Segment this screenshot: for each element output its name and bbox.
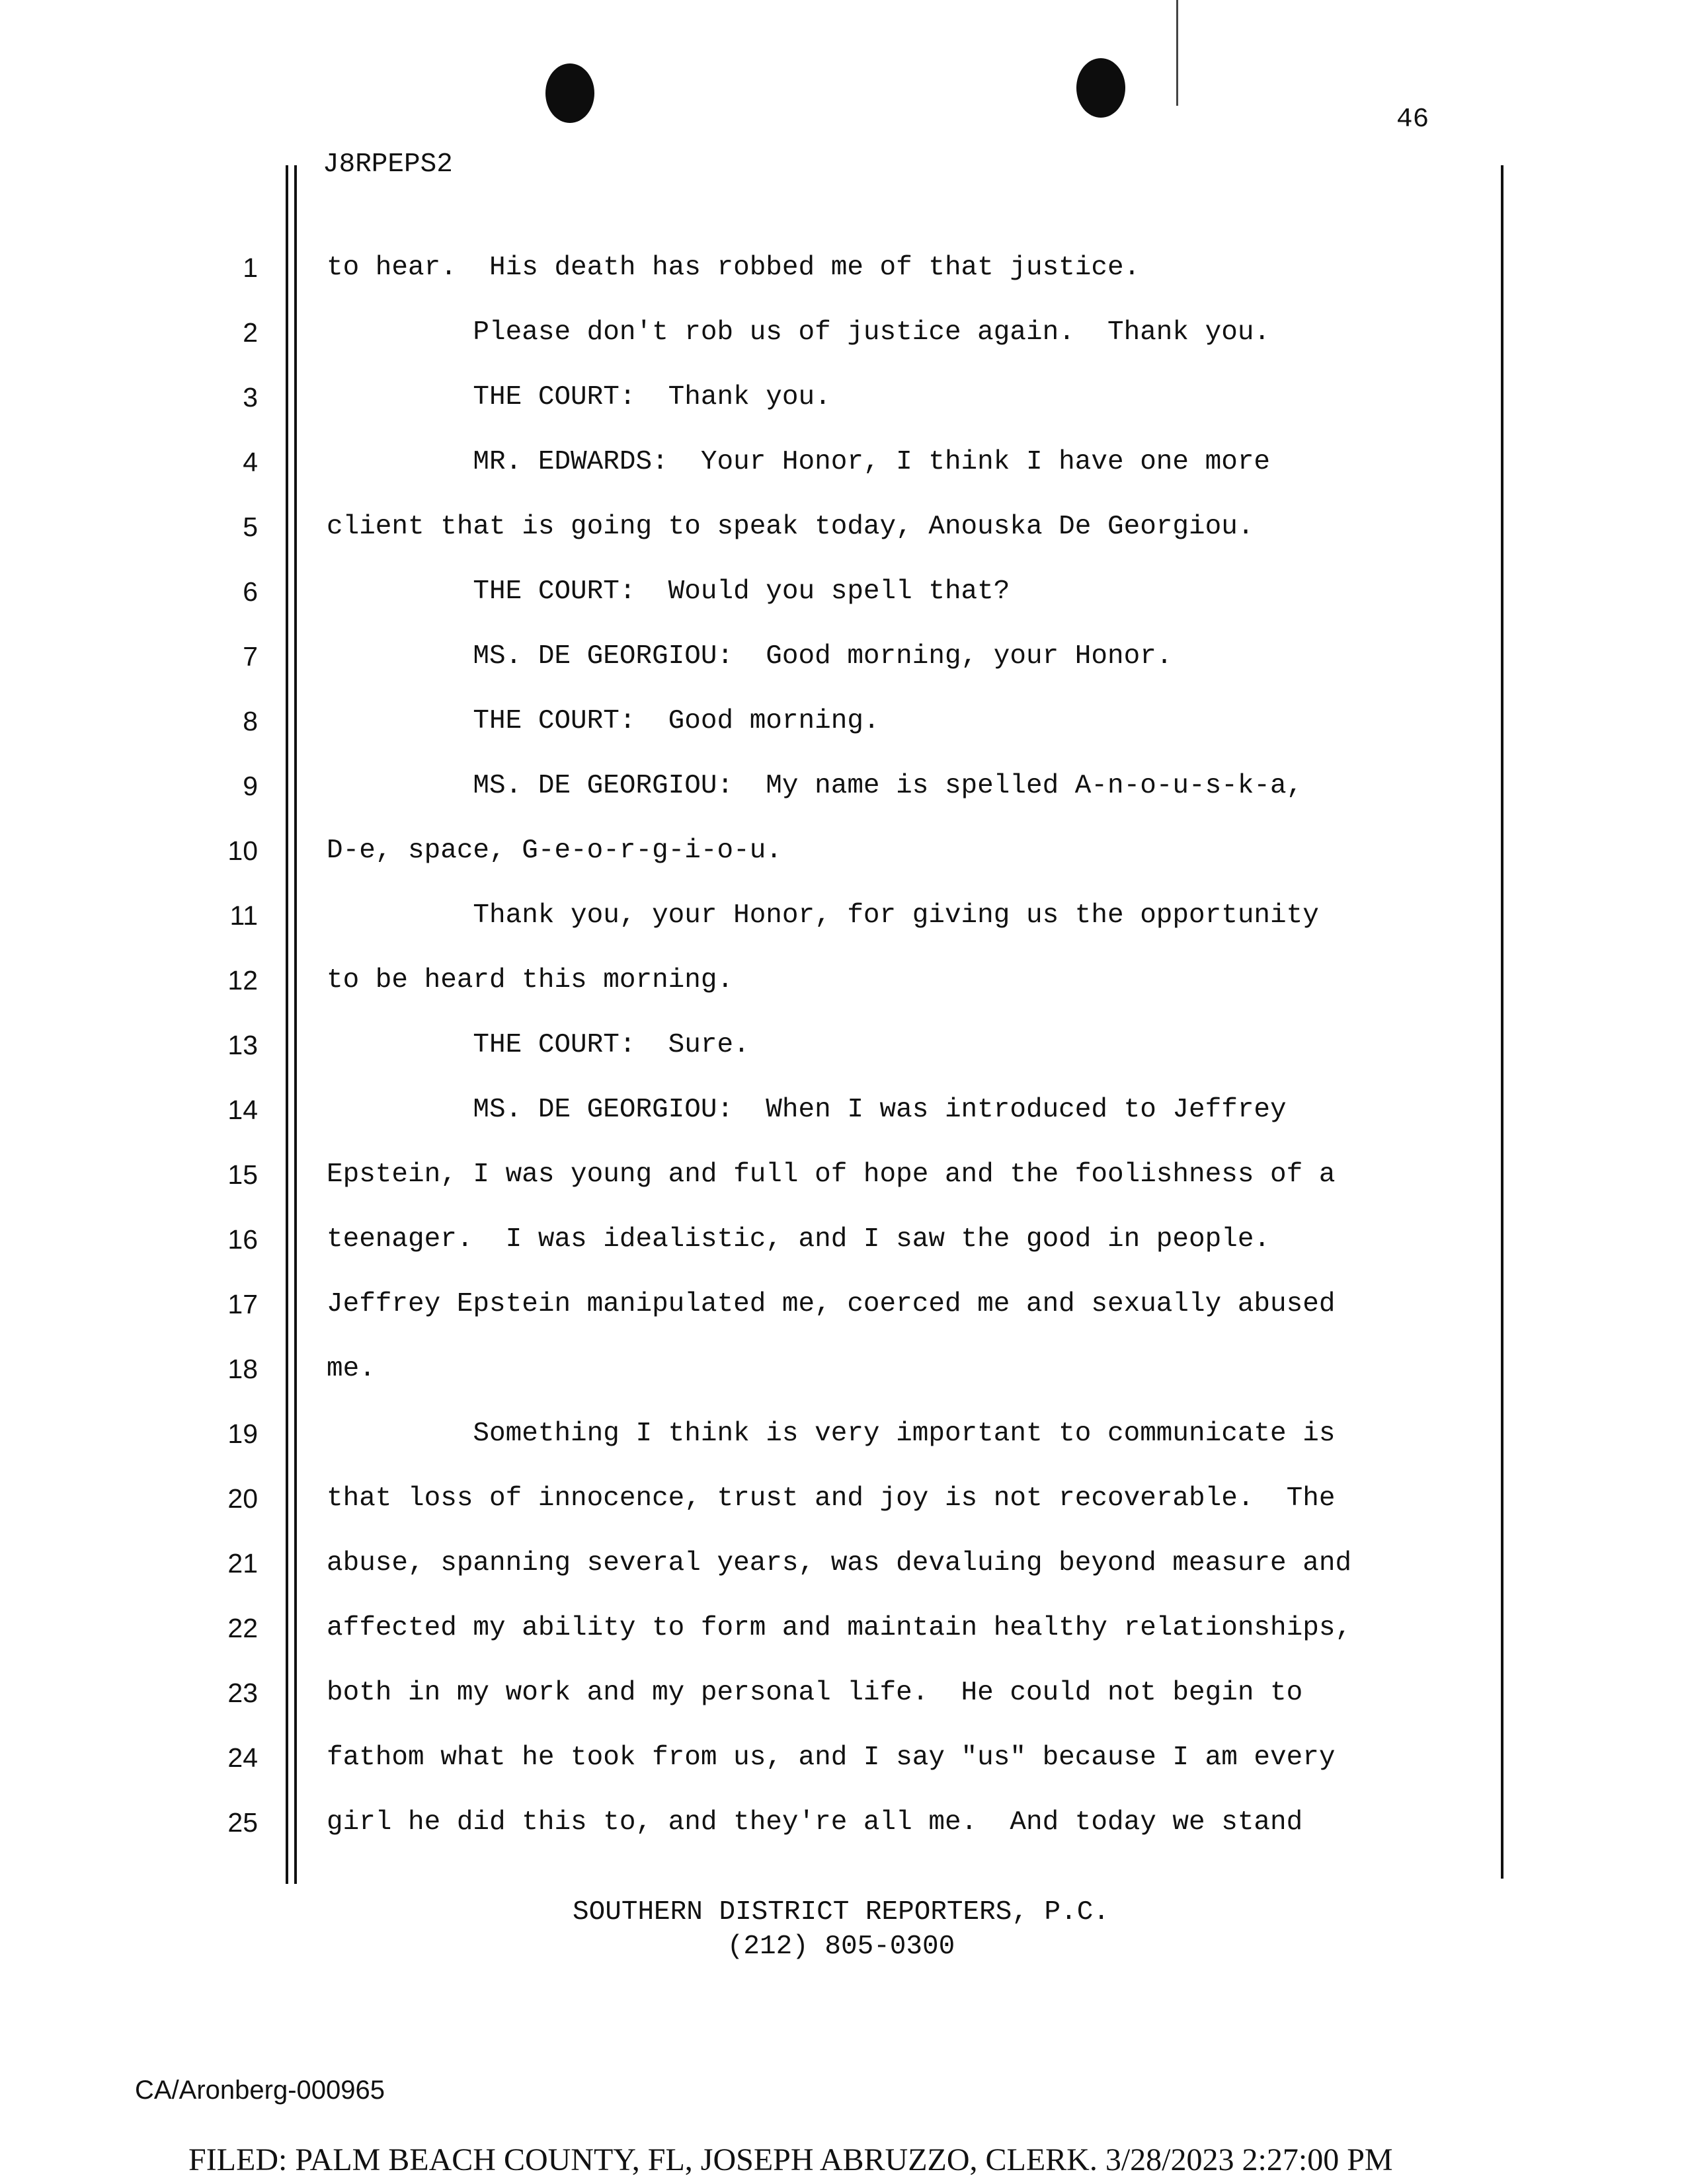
left-margin-rule-inner [294,165,297,1884]
transcript-line: Thank you, your Honor, for giving us the opportunity [327,900,1319,931]
transcript-line: MS. DE GEORGIOU: My name is spelled A-n-o-u-s-k-a, [327,771,1303,801]
transcript-line: Epstein, I was young and full of hope and the foolishness of a [327,1159,1336,1190]
transcript-line: teenager. I was idealistic, and I saw the good in people. [327,1224,1271,1255]
transcript-line: fathom what he took from us, and I say "us" because I am every [327,1742,1336,1773]
scan-mark-line [1176,0,1178,106]
line-number: 16 [227,1224,258,1255]
transcript-line: D-e, space, G-e-o-r-g-i-o-u. [327,836,782,866]
transcript-line: THE COURT: Sure. [327,1030,750,1060]
transcript-line: MR. EDWARDS: Your Honor, I think I have one more [327,447,1271,477]
transcript-line: both in my work and my personal life. He could not begin to [327,1678,1303,1708]
line-number: 10 [227,836,258,866]
transcript-line: THE COURT: Would you spell that? [327,576,1010,607]
line-number: 25 [227,1807,258,1838]
line-number: 5 [243,512,258,542]
transcript-line: MS. DE GEORGIOU: When I was introduced to Jeffrey [327,1095,1287,1125]
filed-stamp: FILED: PALM BEACH COUNTY, FL, JOSEPH ABRUZZO, CLERK. 3/28/2023 2:27:00 PM [188,2142,1393,2177]
transcript-line: abuse, spanning several years, was devaluing beyond measure and [327,1548,1352,1579]
transcript-line: MS. DE GEORGIOU: Good morning, your Honor. [327,641,1173,672]
line-number: 18 [227,1354,258,1384]
line-number: 7 [243,641,258,672]
line-number: 22 [227,1613,258,1643]
line-number: 24 [227,1742,258,1773]
line-number: 2 [243,317,258,348]
transcript-line: THE COURT: Good morning. [327,706,880,736]
punch-hole-left [545,63,594,123]
transcript-line: Please don't rob us of justice again. Thank you. [327,317,1271,348]
left-margin-rule [286,165,288,1884]
transcript-line: to be heard this morning. [327,965,734,995]
transcript-line: Something I think is very important to communicate is [327,1419,1336,1449]
page-number: 46 [1396,104,1429,135]
line-number: 14 [227,1095,258,1125]
line-number: 13 [227,1030,258,1060]
line-number: 3 [243,382,258,412]
line-number: 20 [227,1483,258,1514]
line-number: 4 [243,447,258,477]
transcript-line: me. [327,1354,376,1384]
line-number: 6 [243,576,258,607]
line-number: 11 [229,900,258,931]
line-number: 19 [227,1419,258,1449]
line-number: 23 [227,1678,258,1708]
transcript-line: affected my ability to form and maintain healthy relationships, [327,1613,1352,1643]
line-number: 8 [243,706,258,736]
line-number: 1 [243,253,258,283]
transcript-line: THE COURT: Thank you. [327,382,831,412]
line-number: 12 [227,965,258,995]
transcript-line: girl he did this to, and they're all me. And today we stand [327,1807,1303,1838]
transcript-line: that loss of innocence, trust and joy is not recoverable. The [327,1483,1336,1514]
punch-hole-right [1076,58,1125,118]
reporter-phone: (212) 805-0300 [727,1931,955,1962]
reporter-name: SOUTHERN DISTRICT REPORTERS, P.C. [573,1897,1109,1928]
line-number: 9 [243,771,258,801]
transcript-line: to hear. His death has robbed me of that justice. [327,253,1141,283]
transcript-line: Jeffrey Epstein manipulated me, coerced me and sexually abused [327,1289,1336,1319]
line-number: 21 [227,1548,258,1579]
case-id: J8RPEPS2 [323,149,453,180]
right-margin-rule [1501,165,1503,1879]
line-number: 17 [227,1289,258,1319]
line-number: 15 [227,1159,258,1190]
transcript-line: client that is going to speak today, Anouska De Georgiou. [327,512,1254,542]
bates-number: CA/Aronberg-000965 [135,2076,385,2105]
